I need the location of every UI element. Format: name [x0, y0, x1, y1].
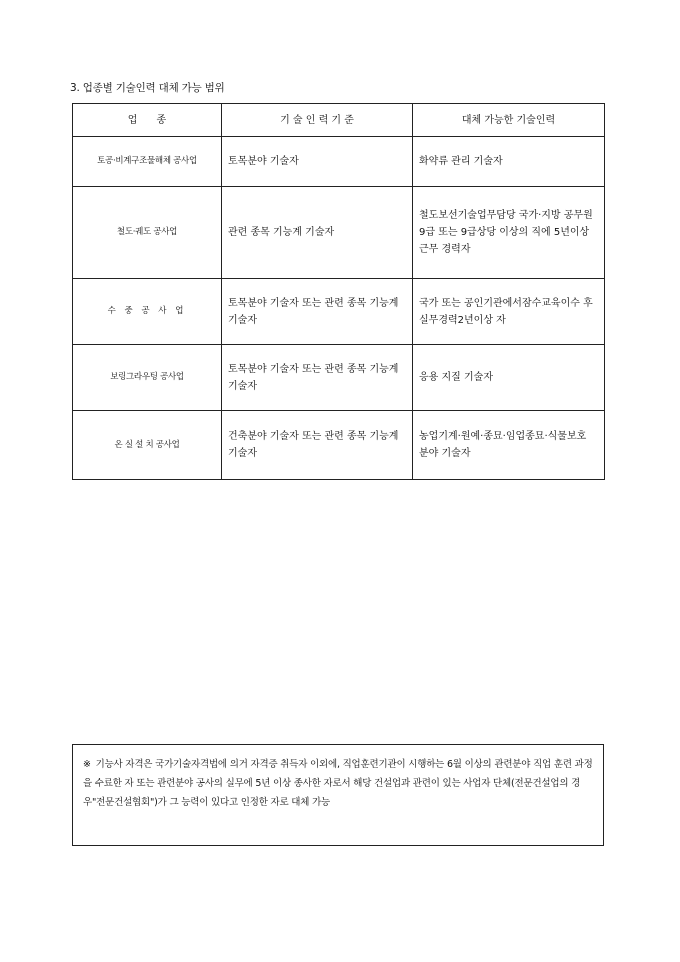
header-industry: 업 종	[73, 104, 222, 137]
table-row	[73, 279, 605, 345]
industry-cell: 수 중 공 사 업	[73, 279, 222, 345]
table-row	[73, 411, 605, 480]
substitute-cell: 응용 지질 기술자	[413, 345, 605, 411]
note-box	[72, 744, 604, 846]
table-row	[73, 137, 605, 187]
standard-cell: 토목분야 기술자	[222, 137, 413, 187]
table-row	[73, 345, 605, 411]
substitute-cell: 국가 또는 공인기관에서잠수교육이수 후 실무경력2년이상 자	[413, 279, 605, 345]
note-text: 기능사 자격은 국가기술자격법에 의거 자격증 취득자 이외에, 직업훈련기관이 시행하는 6월 이상의 관련분야 직업 훈련 과정을 수료한 자 또는 관련분야 공사의 실무에 5년 이상 종사한 자로서 해당 건설업과 관련이 있는 사업자 단체(전문건설업의 경우"전문건설협회")가 그 능력이 있다고 인정한 자로 대체 가능	[83, 759, 593, 808]
header-standard: 기 술 인 력 기 준	[222, 104, 413, 137]
substitute-cell: 철도보선기술업무담당 국가·지방 공무원 9급 또는 9급상당 이상의 직에 5년이상 근무 경력자	[413, 187, 605, 279]
substitution-scope-table	[72, 103, 605, 480]
standard-cell: 건축분야 기술자 또는 관련 종목 기능계 기술자	[222, 411, 413, 480]
industry-cell: 보링그라우팅 공사업	[73, 345, 222, 411]
section-title: 3. 업종별 기술인력 대체 가능 범위	[70, 82, 225, 94]
industry-cell: 토공·비계구조물해체 공사업	[73, 137, 222, 187]
substitute-cell: 농업기계·원예·종묘·임업종묘·식물보호 분야 기술자	[413, 411, 605, 480]
industry-cell: 철도·궤도 공사업	[73, 187, 222, 279]
table-row	[73, 187, 605, 279]
industry-cell: 온 실 설 치 공사업	[73, 411, 222, 480]
standard-cell: 토목분야 기술자 또는 관련 종목 기능계 기술자	[222, 279, 413, 345]
substitute-cell: 화약류 관리 기술자	[413, 137, 605, 187]
header-substitute: 대체 가능한 기술인력	[413, 104, 605, 137]
table-header-row	[73, 104, 605, 137]
note-mark: ※	[83, 759, 91, 770]
standard-cell: 토목분야 기술자 또는 관련 종목 기능계 기술자	[222, 345, 413, 411]
standard-cell: 관련 종목 기능계 기술자	[222, 187, 413, 279]
